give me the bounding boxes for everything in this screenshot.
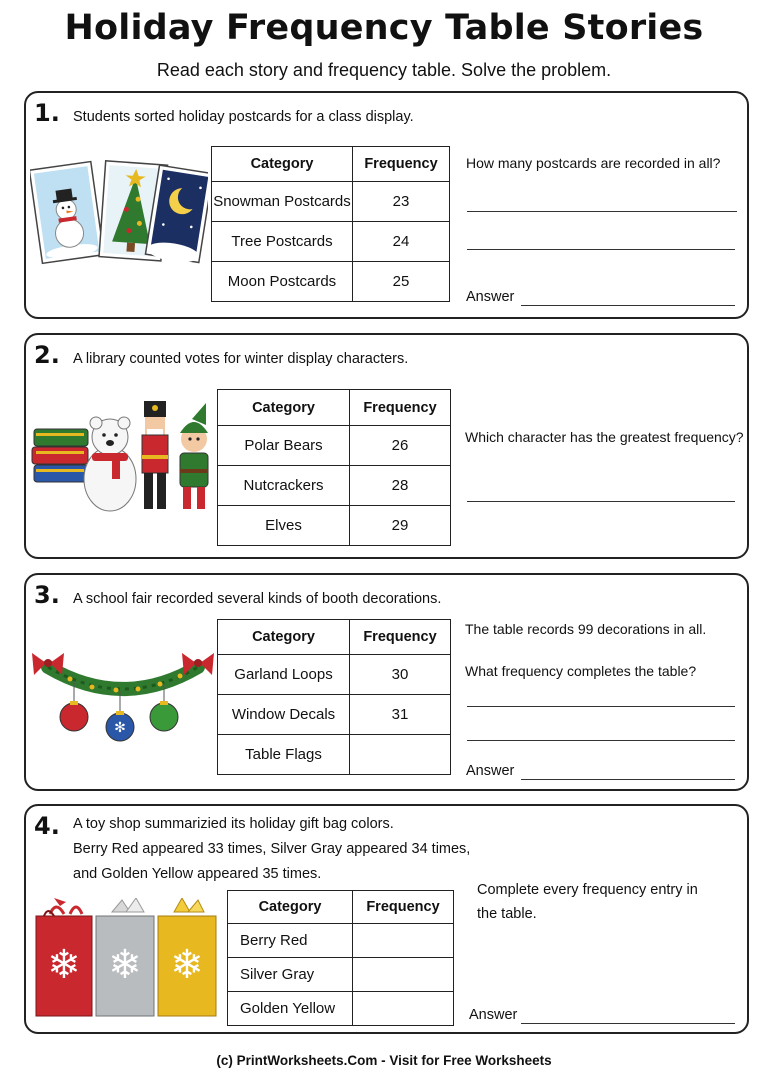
table-header-frequency: Frequency bbox=[353, 891, 454, 924]
page-subtitle: Read each story and frequency table. Solve the problem. bbox=[156, 60, 612, 80]
blank-frequency-cell[interactable] bbox=[350, 735, 451, 775]
blank-frequency-cell[interactable] bbox=[353, 992, 454, 1026]
problem-1-story: Students sorted holiday postcards for a class display. bbox=[73, 109, 414, 125]
answer-line[interactable] bbox=[521, 305, 735, 306]
problem-4-table bbox=[227, 890, 454, 1026]
problem-2-card bbox=[24, 333, 749, 559]
answer-line[interactable] bbox=[467, 211, 737, 212]
problem-3-note: The table records 99 decorations in all. bbox=[465, 621, 707, 637]
problem-3-story: A school fair recorded several kinds of booth decorations. bbox=[73, 591, 442, 607]
problem-2-question: Which character has the greatest frequency? bbox=[465, 429, 744, 445]
problem-1-number: 1. bbox=[34, 99, 60, 127]
svg-text:✻: ✻ bbox=[114, 719, 126, 735]
postcards-icon bbox=[30, 155, 208, 273]
answer-line[interactable] bbox=[467, 740, 735, 741]
table-row: Garland Loops 30 bbox=[218, 655, 451, 695]
table-row: Tree Postcards 24 bbox=[212, 222, 450, 262]
table-row: Nutcrackers 28 bbox=[218, 466, 451, 506]
table-row: Window Decals 31 bbox=[218, 695, 451, 735]
table-header-frequency: Frequency bbox=[350, 620, 451, 655]
problem-4-number: 4. bbox=[34, 812, 60, 840]
problem-1-question: How many postcards are recorded in all? bbox=[466, 155, 721, 171]
page-title: Holiday Frequency Table Stories bbox=[64, 8, 704, 48]
table-header-frequency: Frequency bbox=[350, 390, 451, 426]
footer[interactable]: (c) PrintWorksheets.Com - Visit for Free Worksheets bbox=[216, 1053, 552, 1068]
problem-3-number: 3. bbox=[34, 581, 60, 609]
table-row: Polar Bears 26 bbox=[218, 426, 451, 466]
table-header-category: Category bbox=[218, 620, 350, 655]
problem-4-question: Complete every frequency entry in the table. bbox=[477, 882, 698, 922]
blank-frequency-cell[interactable] bbox=[353, 924, 454, 958]
problem-1-card bbox=[24, 91, 749, 319]
answer-label: Answer bbox=[469, 1007, 518, 1023]
table-row: Moon Postcards 25 bbox=[212, 262, 450, 302]
table-row: Elves 29 bbox=[218, 506, 451, 546]
problem-2-story: A library counted votes for winter display characters. bbox=[73, 351, 409, 367]
garland-icon bbox=[30, 641, 216, 755]
problem-4-story: A toy shop summarizied its holiday gift bag colors. Berry Red appeared 33 times, Silver Gray appeared 34 times, and Golden Yellow appeared 35 times. bbox=[73, 816, 471, 882]
table-header-category: Category bbox=[212, 147, 353, 182]
answer-line[interactable] bbox=[521, 1023, 735, 1024]
table-header-category: Category bbox=[228, 891, 353, 924]
gift-bags-icon bbox=[30, 898, 220, 1020]
answer-line[interactable] bbox=[467, 706, 735, 707]
problem-4-card bbox=[24, 804, 749, 1034]
problem-3-card bbox=[24, 573, 749, 791]
answer-line[interactable] bbox=[521, 779, 735, 780]
winter-characters-icon bbox=[30, 399, 216, 525]
svg-text:❄: ❄ bbox=[170, 943, 204, 987]
table-row: Silver Gray bbox=[228, 958, 454, 992]
table-header-category: Category bbox=[218, 390, 350, 426]
problem-3-table bbox=[217, 619, 451, 775]
problem-2-table bbox=[217, 389, 451, 546]
answer-label: Answer bbox=[466, 289, 515, 305]
answer-line[interactable] bbox=[467, 249, 735, 250]
svg-text:❄: ❄ bbox=[47, 943, 81, 987]
table-row: Golden Yellow bbox=[228, 992, 454, 1026]
answer-line[interactable] bbox=[467, 501, 735, 502]
table-row: Berry Red bbox=[228, 924, 454, 958]
problem-2-number: 2. bbox=[34, 341, 60, 369]
table-row: Snowman Postcards 23 bbox=[212, 182, 450, 222]
table-header-frequency: Frequency bbox=[353, 147, 450, 182]
blank-frequency-cell[interactable] bbox=[353, 958, 454, 992]
problem-1-table bbox=[211, 146, 450, 302]
answer-label: Answer bbox=[466, 763, 515, 779]
svg-text:❄: ❄ bbox=[108, 943, 142, 987]
problem-3-question: What frequency completes the table? bbox=[465, 663, 697, 679]
table-row: Table Flags bbox=[218, 735, 451, 775]
